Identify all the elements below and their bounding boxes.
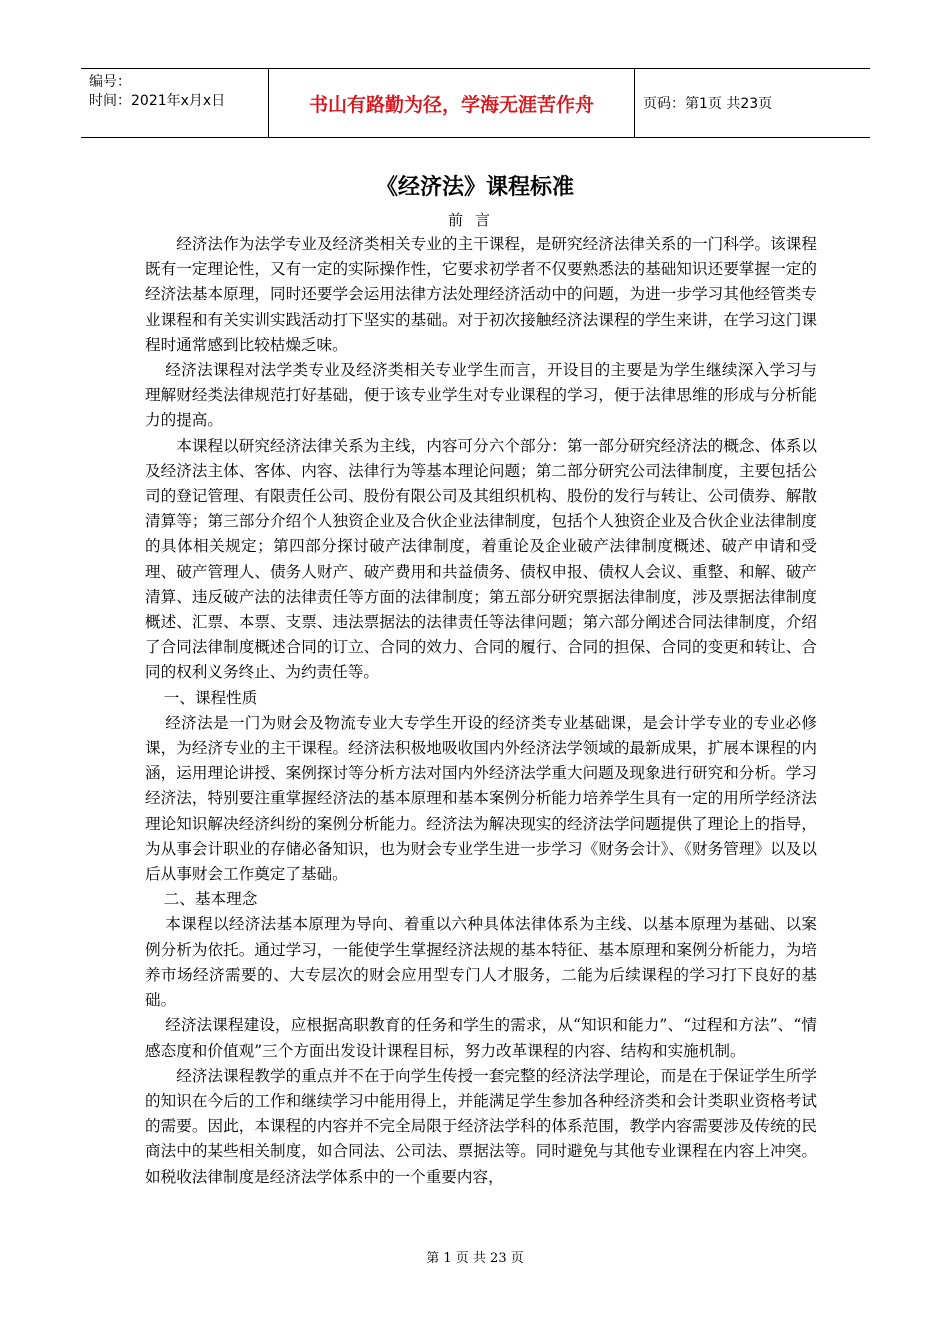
- paragraph-6: 经济法课程建设，应根据高职教育的任务和学生的需求，从“知识和能力”、“过程和方法”、“情感态度和价值观”三个方面出发设计课程目标，努力改革课程的内容、结构和实施机制。: [145, 1016, 817, 1060]
- header-meta-cell: [81, 69, 269, 137]
- paragraph-3: 本课程以研究经济法律关系为主线，内容可分六个部分：第一部分研究经济法的概念、体系以及经济法主体、客体、内容、法律行为等基本理论问题；第二部分研究公司法律制度，主要包括公司的登记管理、有限责任公司、股份有限公司及其组织机构、股份的发行与转让、公司债券、解散清算等；第三部分介绍个人独资企业及合伙企业法律制度，包括个人独资企业及合伙企业法律制度的具体相关规定；第四部分探讨破产法律制度，着重论及企业破产法律制度概述、破产申请和受理、破产管理人、债务人财产、破产费用和共益债务、债权申报、债权人会议、重整、和解、破产清算、违反破产法的法律责任等方面的法律制度；第五部分研究票据法律制度，涉及票据法律制度概述、汇票、本票、支票、违法票据法的法律责任等法律问题；第六部分阐述合同法律制度，介绍了合同法律制度概述合同的订立、合同的效力、合同的履行、合同的担保、合同的变更和转让、合同的权利义务终止、为约责任等。: [145, 436, 817, 682]
- number-label: 编号：: [89, 74, 131, 90]
- section-heading-nature: 一、课程性质: [163, 688, 258, 707]
- paragraph-1: 经济法作为法学专业及经济类相关专业的主干课程，是研究经济法律关系的一门科学。该课程既有一定理论性，又有一定的实际操作性，它要求初学者不仅要熟悉法的基础知识还要掌握一定的经济法基本原理，同时还要学会运用法律方法处理经济活动中的问题，为进一步学习其他经管类专业课程和有关实训实践活动打下坚实的基础。对于初次接触经济法课程的学生来讲，在学习这门课程时通常感到比较枯燥乏味。: [145, 235, 817, 354]
- paragraph-5: 本课程以经济法基本原理为导向、着重以六种具体法律体系为主线、以基本原理为基础、以案例分析为依托。通过学习，一能使学生掌握经济法规的基本特征、基本原理和案例分析能力，为培养市场经济需要的、大专层次的财会应用型专门人才服务，二能为后续课程的学习打下良好的基础。: [145, 915, 817, 1010]
- page-footer: 第 1 页 共 23 页: [426, 1251, 524, 1266]
- paragraph-2: 经济法课程对法学类专业及经济类相关专业学生而言，开设目的主要是为学生继续深入学习与理解财经类法律规范打好基础，便于该专业学生对专业课程的学习，便于法律思维的形成与分析能力的提高。: [145, 361, 817, 430]
- document-body: [145, 232, 817, 1190]
- header-page-info: 页码：第1页 共23页: [643, 96, 773, 112]
- paragraph-7: 经济法课程教学的重点并不在于向学生传授一套完整的经济法学理论，而是在于保证学生所学的知识在今后的工作和继续学习中能用得上，并能满足学生参加各种经济类和会计类职业资格考试的需要。因此，本课程的内容并不完全局限于经济法学科的体系范围，教学内容需要涉及传统的民商法中的某些相关制度，如合同法、公司法、票据法等。同时避免与其他专业课程在内容上冲突。如税收法律制度是经济法学体系中的一个重要内容，: [145, 1066, 817, 1186]
- section-heading-concept: 二、基本理念: [163, 890, 258, 909]
- header-motto: 书山有路勤为径，学海无涯苦作舟: [269, 69, 635, 137]
- header-table: [81, 68, 870, 138]
- document-title: 《经济法》课程标准: [375, 175, 574, 200]
- date-label: 时间：2021年x月x日: [89, 93, 226, 109]
- preface-heading: 前言: [447, 211, 502, 229]
- paragraph-4: 经济法是一门为财会及物流专业大专学生开设的经济类专业基础课，是会计学专业的专业必修课，为经济专业的主干课程。经济法积极地吸收国内外经济法学领域的最新成果，扩展本课程的内涵，运用理论讲授、案例探讨等分析方法对国内外经济法学重大问题及现象进行研究和分析。学习经济法，特别要注重掌握经济法的基本原理和基本案例分析能力培养学生具有一定的用所学经济法理论知识解决经济纠纷的案例分析能力。经济法为解决现实的经济法学问题提供了理论上的指导，为从事会计职业的存储必备知识，也为财会专业学生进一步学习《财务会计》、《财务管理》以及以后从事财会工作奠定了基础。: [145, 713, 817, 884]
